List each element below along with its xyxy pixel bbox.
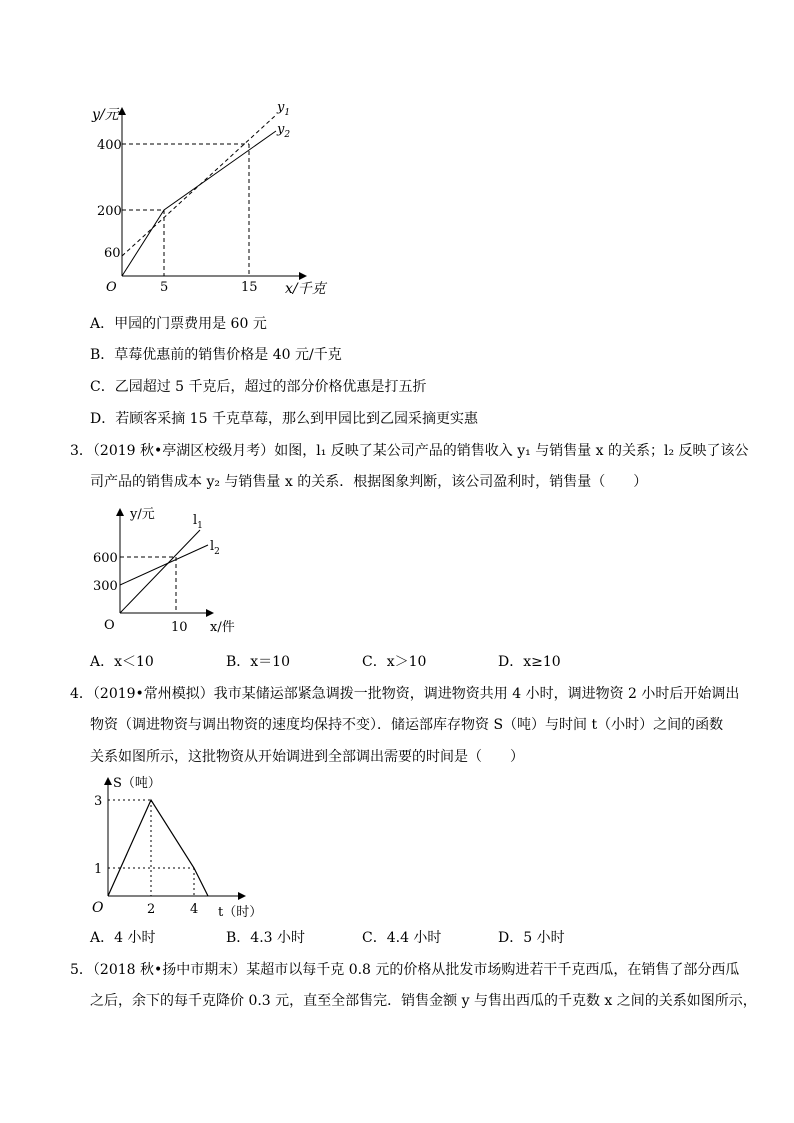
q5-stem-line2: 之后，余下的每千克降价 0.3 元，直至全部售完．销售金额 y 与售出西瓜的千克数 x 之间的关系如图所示，: [90, 993, 757, 1009]
y-axis-label: S（吨）: [113, 776, 161, 791]
q3-stem-line1: 3．（2019 秋•亭湖区校级月考）如图，l₁ 反映了某公司产品的销售收入 y₁ 与销售量 x 的关系；l₂ 反映了该公: [70, 443, 749, 459]
l2-label: $l_2$: [210, 539, 220, 557]
tick-1: 1: [94, 862, 103, 877]
tick-600: 600: [93, 551, 118, 566]
q4-option-d[interactable]: D．5 小时: [498, 930, 565, 946]
tick-15: 15: [241, 280, 258, 295]
tick-60: 60: [104, 246, 121, 261]
q2-option-d[interactable]: D．若顾客采摘 15 千克草莓，那么到甲园比到乙园采摘更实惠: [90, 411, 478, 427]
line-y2: [122, 131, 276, 276]
q4-option-a[interactable]: A．4 小时: [90, 930, 156, 946]
q2-option-a[interactable]: A．甲园的门票费用是 60 元: [90, 316, 267, 332]
line-l1: [120, 530, 200, 613]
y-axis-label: y/元: [130, 507, 155, 522]
tick-4: 4: [190, 902, 199, 917]
q3-option-d[interactable]: D．x≥10: [498, 654, 561, 670]
x-axis-label: x/件: [210, 620, 235, 635]
q4-option-b[interactable]: B．4.3 小时: [226, 930, 306, 946]
q4-option-c[interactable]: C．4.4 小时: [362, 930, 442, 946]
tick-400: 400: [97, 138, 122, 153]
y-axis-label: y/元: [92, 107, 119, 123]
origin-label: O: [104, 618, 115, 633]
tick-5: 5: [160, 280, 169, 295]
q3-stem-line2: 司产品的销售成本 y₂ 与销售量 x 的关系．根据图象判断，该公司盈利时，销售量（ ）: [90, 474, 648, 490]
q3-option-c[interactable]: C．x＞10: [362, 654, 427, 670]
q4-stem-line2: 物资（调进物资与调出物资的速度均保持不变）．储运部库存物资 S（吨）与时间 t（小时）之间的函数: [90, 717, 724, 733]
line-l2: [120, 545, 208, 585]
q4-stem-line3: 关系如图所示，这批物资从开始调进到全部调出需要的时间是（ ）: [90, 749, 524, 765]
origin-label: O: [106, 280, 117, 295]
q2-option-c[interactable]: C．乙园超过 5 千克后，超过的部分价格优惠是打五折: [90, 379, 427, 395]
inventory-line: [108, 800, 208, 896]
tick-2: 2: [147, 902, 156, 917]
tick-200: 200: [97, 204, 122, 219]
q5-stem-line1: 5．（2018 秋•扬中市期末）某超市以每千克 0.8 元的价格从批发市场购进若干千克西瓜，在销售了部分西瓜: [70, 962, 740, 978]
tick-300: 300: [93, 579, 118, 594]
q3-option-b[interactable]: B．x＝10: [226, 654, 290, 670]
q4-stem-line1: 4．（2019•常州模拟）我市某储运部紧急调拨一批物资，调进物资共用 4 小时，调进物资 2 小时后开始调出: [70, 686, 740, 702]
l1-label: $l_1$: [193, 513, 203, 531]
y1-label: $y_1$: [277, 100, 291, 118]
x-axis-label: x/千克: [285, 281, 326, 297]
y2-label: $y_2$: [277, 122, 291, 140]
q2-option-b[interactable]: B．草莓优惠前的销售价格是 40 元/千克: [90, 347, 342, 363]
tick-10: 10: [171, 620, 188, 635]
q3-option-a[interactable]: A．x＜10: [90, 654, 154, 670]
x-axis-label: t（时）: [218, 905, 263, 920]
tick-3: 3: [94, 794, 103, 809]
origin-label: O: [92, 900, 104, 916]
